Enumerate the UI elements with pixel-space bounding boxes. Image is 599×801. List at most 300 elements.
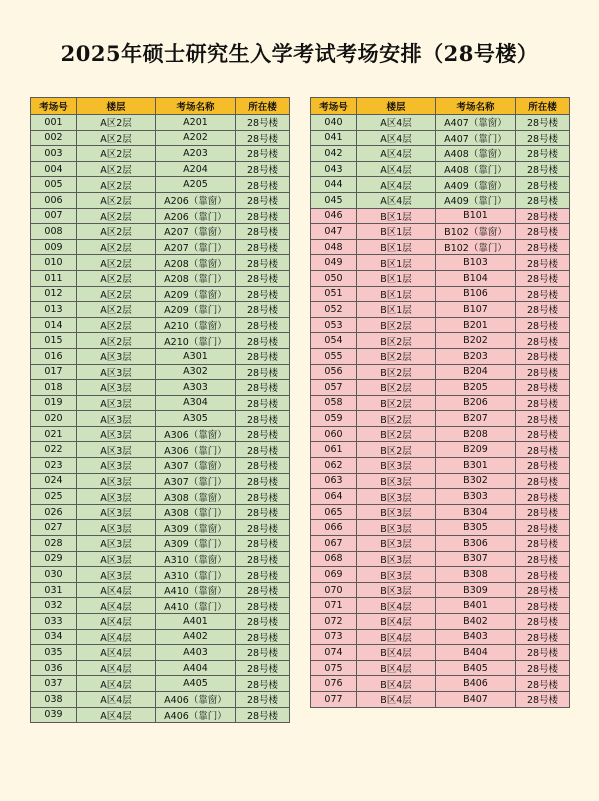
table-row — [311, 489, 570, 505]
cell-room-name: A204 — [156, 161, 236, 177]
header-room-name: 考场名称 — [436, 98, 516, 115]
table-row — [311, 239, 570, 255]
header-building: 所在楼 — [236, 98, 290, 115]
cell-room-name: A205 — [156, 177, 236, 193]
cell-floor: B区2层 — [357, 442, 436, 458]
cell-floor: B区3层 — [357, 489, 436, 505]
cell-room-name: A404 — [156, 660, 236, 676]
table-row — [311, 645, 570, 661]
table-row — [31, 161, 290, 177]
cell-room-number: 014 — [31, 317, 77, 333]
table-row — [311, 629, 570, 645]
table-row — [31, 442, 290, 458]
cell-room-number: 028 — [31, 536, 77, 552]
cell-building: 28号楼 — [236, 520, 290, 536]
table-row — [31, 146, 290, 162]
cell-building: 28号楼 — [236, 614, 290, 630]
cell-room-name: A306（靠窗） — [156, 426, 236, 442]
cell-building: 28号楼 — [516, 286, 570, 302]
cell-room-name: A409（靠窗） — [436, 177, 516, 193]
cell-building: 28号楼 — [516, 629, 570, 645]
cell-building: 28号楼 — [236, 286, 290, 302]
table-row — [31, 317, 290, 333]
cell-room-number: 025 — [31, 489, 77, 505]
table-row — [31, 208, 290, 224]
cell-room-number: 067 — [311, 536, 357, 552]
cell-room-number: 047 — [311, 224, 357, 240]
cell-room-name: A408（靠窗） — [436, 146, 516, 162]
cell-room-number: 069 — [311, 567, 357, 583]
cell-room-number: 052 — [311, 302, 357, 318]
cell-floor: A区3层 — [77, 426, 156, 442]
cell-floor: B区2层 — [357, 426, 436, 442]
cell-room-number: 026 — [31, 504, 77, 520]
header-room-number: 考场号 — [31, 98, 77, 115]
table-row — [31, 239, 290, 255]
cell-room-name: A208（靠窗） — [156, 255, 236, 271]
cell-building: 28号楼 — [236, 302, 290, 318]
cell-floor: A区3层 — [77, 364, 156, 380]
cell-building: 28号楼 — [516, 582, 570, 598]
cell-building: 28号楼 — [516, 442, 570, 458]
cell-room-name: B309 — [436, 582, 516, 598]
cell-building: 28号楼 — [516, 146, 570, 162]
cell-floor: B区2层 — [357, 333, 436, 349]
cell-floor: B区3层 — [357, 473, 436, 489]
cell-building: 28号楼 — [236, 489, 290, 505]
cell-room-number: 049 — [311, 255, 357, 271]
cell-building: 28号楼 — [236, 395, 290, 411]
cell-floor: A区3层 — [77, 551, 156, 567]
cell-room-number: 040 — [311, 115, 357, 131]
cell-building: 28号楼 — [516, 208, 570, 224]
cell-room-number: 002 — [31, 130, 77, 146]
cell-room-name: B202 — [436, 333, 516, 349]
cell-floor: A区3层 — [77, 567, 156, 583]
table-row — [311, 208, 570, 224]
table-row — [311, 146, 570, 162]
cell-room-number: 073 — [311, 629, 357, 645]
cell-building: 28号楼 — [516, 676, 570, 692]
cell-floor: A区3层 — [77, 380, 156, 396]
cell-room-name: A406（靠窗） — [156, 691, 236, 707]
cell-room-name: A405 — [156, 676, 236, 692]
cell-building: 28号楼 — [236, 660, 290, 676]
cell-room-name: A407（靠门） — [436, 130, 516, 146]
table-row — [311, 224, 570, 240]
cell-building: 28号楼 — [236, 348, 290, 364]
cell-floor: B区3层 — [357, 551, 436, 567]
cell-room-number: 020 — [31, 411, 77, 427]
cell-room-number: 030 — [31, 567, 77, 583]
cell-building: 28号楼 — [516, 567, 570, 583]
cell-room-name: B304 — [436, 504, 516, 520]
table-row — [311, 473, 570, 489]
cell-floor: A区2层 — [77, 161, 156, 177]
cell-building: 28号楼 — [516, 551, 570, 567]
table-row — [31, 380, 290, 396]
cell-room-name: A403 — [156, 645, 236, 661]
table-row — [31, 582, 290, 598]
cell-room-number: 044 — [311, 177, 357, 193]
cell-building: 28号楼 — [516, 536, 570, 552]
cell-floor: A区2层 — [77, 270, 156, 286]
table-row — [31, 536, 290, 552]
cell-floor: B区2层 — [357, 380, 436, 396]
cell-floor: A区2层 — [77, 192, 156, 208]
cell-room-name: A401 — [156, 614, 236, 630]
cell-room-name: A207（靠门） — [156, 239, 236, 255]
cell-room-number: 004 — [31, 161, 77, 177]
table-row — [311, 177, 570, 193]
cell-room-name: A208（靠门） — [156, 270, 236, 286]
cell-floor: A区2层 — [77, 146, 156, 162]
cell-floor: A区4层 — [357, 130, 436, 146]
cell-floor: A区2层 — [77, 255, 156, 271]
cell-building: 28号楼 — [516, 130, 570, 146]
cell-building: 28号楼 — [236, 208, 290, 224]
cell-room-number: 005 — [31, 177, 77, 193]
cell-room-number: 071 — [311, 598, 357, 614]
cell-room-number: 046 — [311, 208, 357, 224]
cell-floor: A区2层 — [77, 115, 156, 131]
cell-room-number: 006 — [31, 192, 77, 208]
cell-room-number: 022 — [31, 442, 77, 458]
cell-building: 28号楼 — [236, 115, 290, 131]
cell-building: 28号楼 — [236, 192, 290, 208]
cell-room-name: B404 — [436, 645, 516, 661]
cell-room-number: 068 — [311, 551, 357, 567]
cell-building: 28号楼 — [516, 691, 570, 707]
cell-room-number: 001 — [31, 115, 77, 131]
cell-room-number: 036 — [31, 660, 77, 676]
cell-floor: B区2层 — [357, 364, 436, 380]
cell-room-number: 012 — [31, 286, 77, 302]
cell-room-name: A201 — [156, 115, 236, 131]
cell-building: 28号楼 — [236, 536, 290, 552]
cell-floor: A区4层 — [357, 161, 436, 177]
cell-room-number: 035 — [31, 645, 77, 661]
cell-room-name: A210（靠门） — [156, 333, 236, 349]
cell-building: 28号楼 — [236, 676, 290, 692]
cell-room-name: A410（靠窗） — [156, 582, 236, 598]
cell-room-number: 057 — [311, 380, 357, 396]
cell-room-number: 054 — [311, 333, 357, 349]
cell-room-number: 031 — [31, 582, 77, 598]
cell-building: 28号楼 — [236, 177, 290, 193]
cell-building: 28号楼 — [236, 224, 290, 240]
cell-room-number: 023 — [31, 458, 77, 474]
table-row — [31, 551, 290, 567]
cell-room-number: 066 — [311, 520, 357, 536]
cell-room-name: A307（靠窗） — [156, 458, 236, 474]
cell-room-number: 018 — [31, 380, 77, 396]
cell-building: 28号楼 — [516, 177, 570, 193]
cell-room-name: A408（靠门） — [436, 161, 516, 177]
cell-room-number: 027 — [31, 520, 77, 536]
cell-room-name: B104 — [436, 270, 516, 286]
cell-building: 28号楼 — [236, 458, 290, 474]
cell-room-name: B207 — [436, 411, 516, 427]
cell-room-name: B401 — [436, 598, 516, 614]
cell-building: 28号楼 — [516, 426, 570, 442]
cell-room-number: 061 — [311, 442, 357, 458]
cell-floor: B区2层 — [357, 348, 436, 364]
table-row — [31, 270, 290, 286]
cell-room-number: 016 — [31, 348, 77, 364]
table-row — [31, 224, 290, 240]
table-header-row — [31, 98, 290, 115]
cell-floor: B区2层 — [357, 317, 436, 333]
cell-room-name: B403 — [436, 629, 516, 645]
cell-building: 28号楼 — [516, 660, 570, 676]
table-row — [311, 458, 570, 474]
cell-room-name: A302 — [156, 364, 236, 380]
table-row — [31, 348, 290, 364]
cell-room-number: 074 — [311, 645, 357, 661]
cell-room-name: B301 — [436, 458, 516, 474]
table-row — [31, 629, 290, 645]
cell-floor: B区3层 — [357, 582, 436, 598]
cell-floor: A区4层 — [77, 614, 156, 630]
table-row — [311, 130, 570, 146]
cell-building: 28号楼 — [516, 520, 570, 536]
cell-floor: A区3层 — [77, 504, 156, 520]
cell-floor: B区4层 — [357, 676, 436, 692]
cell-building: 28号楼 — [236, 645, 290, 661]
cell-room-name: B107 — [436, 302, 516, 318]
cell-room-number: 060 — [311, 426, 357, 442]
cell-room-number: 033 — [31, 614, 77, 630]
cell-building: 28号楼 — [236, 582, 290, 598]
cell-room-name: A308（靠门） — [156, 504, 236, 520]
cell-room-name: B206 — [436, 395, 516, 411]
cell-room-name: B407 — [436, 691, 516, 707]
cell-room-name: A301 — [156, 348, 236, 364]
cell-floor: A区3层 — [77, 442, 156, 458]
cell-floor: A区3层 — [77, 458, 156, 474]
cell-room-number: 017 — [31, 364, 77, 380]
cell-building: 28号楼 — [516, 239, 570, 255]
cell-building: 28号楼 — [516, 364, 570, 380]
cell-floor: B区1层 — [357, 286, 436, 302]
cell-floor: A区4层 — [357, 146, 436, 162]
cell-room-name: B208 — [436, 426, 516, 442]
cell-room-name: B406 — [436, 676, 516, 692]
table-row — [311, 192, 570, 208]
cell-room-name: B102（靠门） — [436, 239, 516, 255]
table-row — [31, 177, 290, 193]
cell-floor: B区1层 — [357, 302, 436, 318]
cell-floor: B区1层 — [357, 239, 436, 255]
cell-floor: A区3层 — [77, 473, 156, 489]
table-row — [311, 286, 570, 302]
table-row — [31, 645, 290, 661]
cell-room-name: B101 — [436, 208, 516, 224]
cell-room-number: 029 — [31, 551, 77, 567]
table-row — [311, 380, 570, 396]
cell-room-name: A304 — [156, 395, 236, 411]
cell-room-number: 077 — [311, 691, 357, 707]
table-row — [311, 115, 570, 131]
table-row — [311, 426, 570, 442]
cell-room-number: 037 — [31, 676, 77, 692]
cell-room-name: A409（靠门） — [436, 192, 516, 208]
table-row — [311, 551, 570, 567]
cell-room-name: B204 — [436, 364, 516, 380]
cell-room-number: 003 — [31, 146, 77, 162]
cell-room-name: B203 — [436, 348, 516, 364]
cell-floor: A区4层 — [357, 115, 436, 131]
table-row — [31, 567, 290, 583]
header-room-name: 考场名称 — [156, 98, 236, 115]
table-row — [311, 395, 570, 411]
cell-floor: B区4层 — [357, 645, 436, 661]
header-room-number: 考场号 — [311, 98, 357, 115]
table-row — [311, 442, 570, 458]
cell-building: 28号楼 — [516, 333, 570, 349]
table-row — [311, 676, 570, 692]
table-row — [31, 489, 290, 505]
cell-room-number: 043 — [311, 161, 357, 177]
cell-floor: A区4层 — [77, 691, 156, 707]
cell-building: 28号楼 — [236, 317, 290, 333]
cell-building: 28号楼 — [236, 691, 290, 707]
cell-room-number: 038 — [31, 691, 77, 707]
cell-floor: A区3层 — [77, 395, 156, 411]
cell-floor: A区4层 — [77, 598, 156, 614]
cell-building: 28号楼 — [516, 645, 570, 661]
cell-room-name: B302 — [436, 473, 516, 489]
cell-floor: B区1层 — [357, 270, 436, 286]
cell-room-name: A310（靠窗） — [156, 551, 236, 567]
cell-room-number: 051 — [311, 286, 357, 302]
cell-floor: A区4层 — [357, 177, 436, 193]
cell-floor: A区2层 — [77, 224, 156, 240]
table-row — [311, 567, 570, 583]
cell-room-name: B103 — [436, 255, 516, 271]
cell-room-name: A406（靠门） — [156, 707, 236, 723]
table-row — [311, 520, 570, 536]
cell-building: 28号楼 — [236, 707, 290, 723]
cell-floor: B区3层 — [357, 520, 436, 536]
table-row — [311, 270, 570, 286]
cell-room-name: B307 — [436, 551, 516, 567]
cell-floor: A区2层 — [77, 302, 156, 318]
cell-room-number: 019 — [31, 395, 77, 411]
cell-building: 28号楼 — [516, 489, 570, 505]
cell-floor: B区4层 — [357, 629, 436, 645]
cell-room-name: A206（靠门） — [156, 208, 236, 224]
cell-room-number: 045 — [311, 192, 357, 208]
header-building: 所在楼 — [516, 98, 570, 115]
cell-building: 28号楼 — [236, 426, 290, 442]
table-row — [31, 691, 290, 707]
table-header-row — [311, 98, 570, 115]
cell-room-name: A410（靠门） — [156, 598, 236, 614]
cell-building: 28号楼 — [236, 442, 290, 458]
cell-room-name: A209（靠门） — [156, 302, 236, 318]
table-row — [31, 286, 290, 302]
cell-building: 28号楼 — [236, 629, 290, 645]
cell-building: 28号楼 — [516, 161, 570, 177]
table-row — [31, 192, 290, 208]
table-row — [31, 504, 290, 520]
cell-room-name: B308 — [436, 567, 516, 583]
cell-room-name: A206（靠窗） — [156, 192, 236, 208]
cell-room-name: B209 — [436, 442, 516, 458]
cell-building: 28号楼 — [236, 146, 290, 162]
cell-room-number: 063 — [311, 473, 357, 489]
cell-room-number: 010 — [31, 255, 77, 271]
exam-room-table-left — [30, 97, 290, 723]
table-row — [31, 520, 290, 536]
cell-building: 28号楼 — [236, 255, 290, 271]
cell-floor: A区4层 — [77, 676, 156, 692]
cell-floor: B区4层 — [357, 691, 436, 707]
table-row — [311, 660, 570, 676]
cell-room-name: A202 — [156, 130, 236, 146]
table-row — [311, 614, 570, 630]
cell-room-number: 009 — [31, 239, 77, 255]
cell-room-name: B306 — [436, 536, 516, 552]
cell-room-number: 053 — [311, 317, 357, 333]
table-row — [31, 458, 290, 474]
exam-room-table-right — [310, 97, 570, 708]
cell-room-name: A209（靠窗） — [156, 286, 236, 302]
cell-floor: A区2层 — [77, 333, 156, 349]
cell-room-number: 072 — [311, 614, 357, 630]
cell-floor: A区4层 — [77, 582, 156, 598]
cell-room-name: A402 — [156, 629, 236, 645]
table-row — [31, 302, 290, 318]
page-title: 2025年硕士研究生入学考试考场安排（28号楼） — [60, 41, 539, 66]
table-row — [31, 130, 290, 146]
table-row — [311, 302, 570, 318]
cell-room-number: 011 — [31, 270, 77, 286]
table-row — [311, 536, 570, 552]
cell-building: 28号楼 — [516, 255, 570, 271]
table-row — [311, 691, 570, 707]
cell-building: 28号楼 — [516, 270, 570, 286]
table-row — [311, 317, 570, 333]
cell-building: 28号楼 — [516, 458, 570, 474]
cell-floor: B区4层 — [357, 614, 436, 630]
cell-building: 28号楼 — [516, 614, 570, 630]
cell-room-number: 076 — [311, 676, 357, 692]
cell-floor: A区4层 — [77, 629, 156, 645]
cell-room-number: 062 — [311, 458, 357, 474]
table-row — [311, 255, 570, 271]
cell-room-number: 058 — [311, 395, 357, 411]
cell-room-name: A303 — [156, 380, 236, 396]
cell-room-number: 048 — [311, 239, 357, 255]
cell-room-number: 042 — [311, 146, 357, 162]
header-floor: 楼层 — [357, 98, 436, 115]
cell-floor: A区4层 — [77, 645, 156, 661]
cell-room-number: 007 — [31, 208, 77, 224]
cell-floor: A区3层 — [77, 348, 156, 364]
table-row — [31, 411, 290, 427]
cell-building: 28号楼 — [516, 192, 570, 208]
cell-room-name: A308（靠窗） — [156, 489, 236, 505]
cell-building: 28号楼 — [516, 380, 570, 396]
cell-room-number: 056 — [311, 364, 357, 380]
cell-room-number: 032 — [31, 598, 77, 614]
cell-building: 28号楼 — [516, 115, 570, 131]
cell-floor: B区3层 — [357, 536, 436, 552]
cell-room-number: 024 — [31, 473, 77, 489]
